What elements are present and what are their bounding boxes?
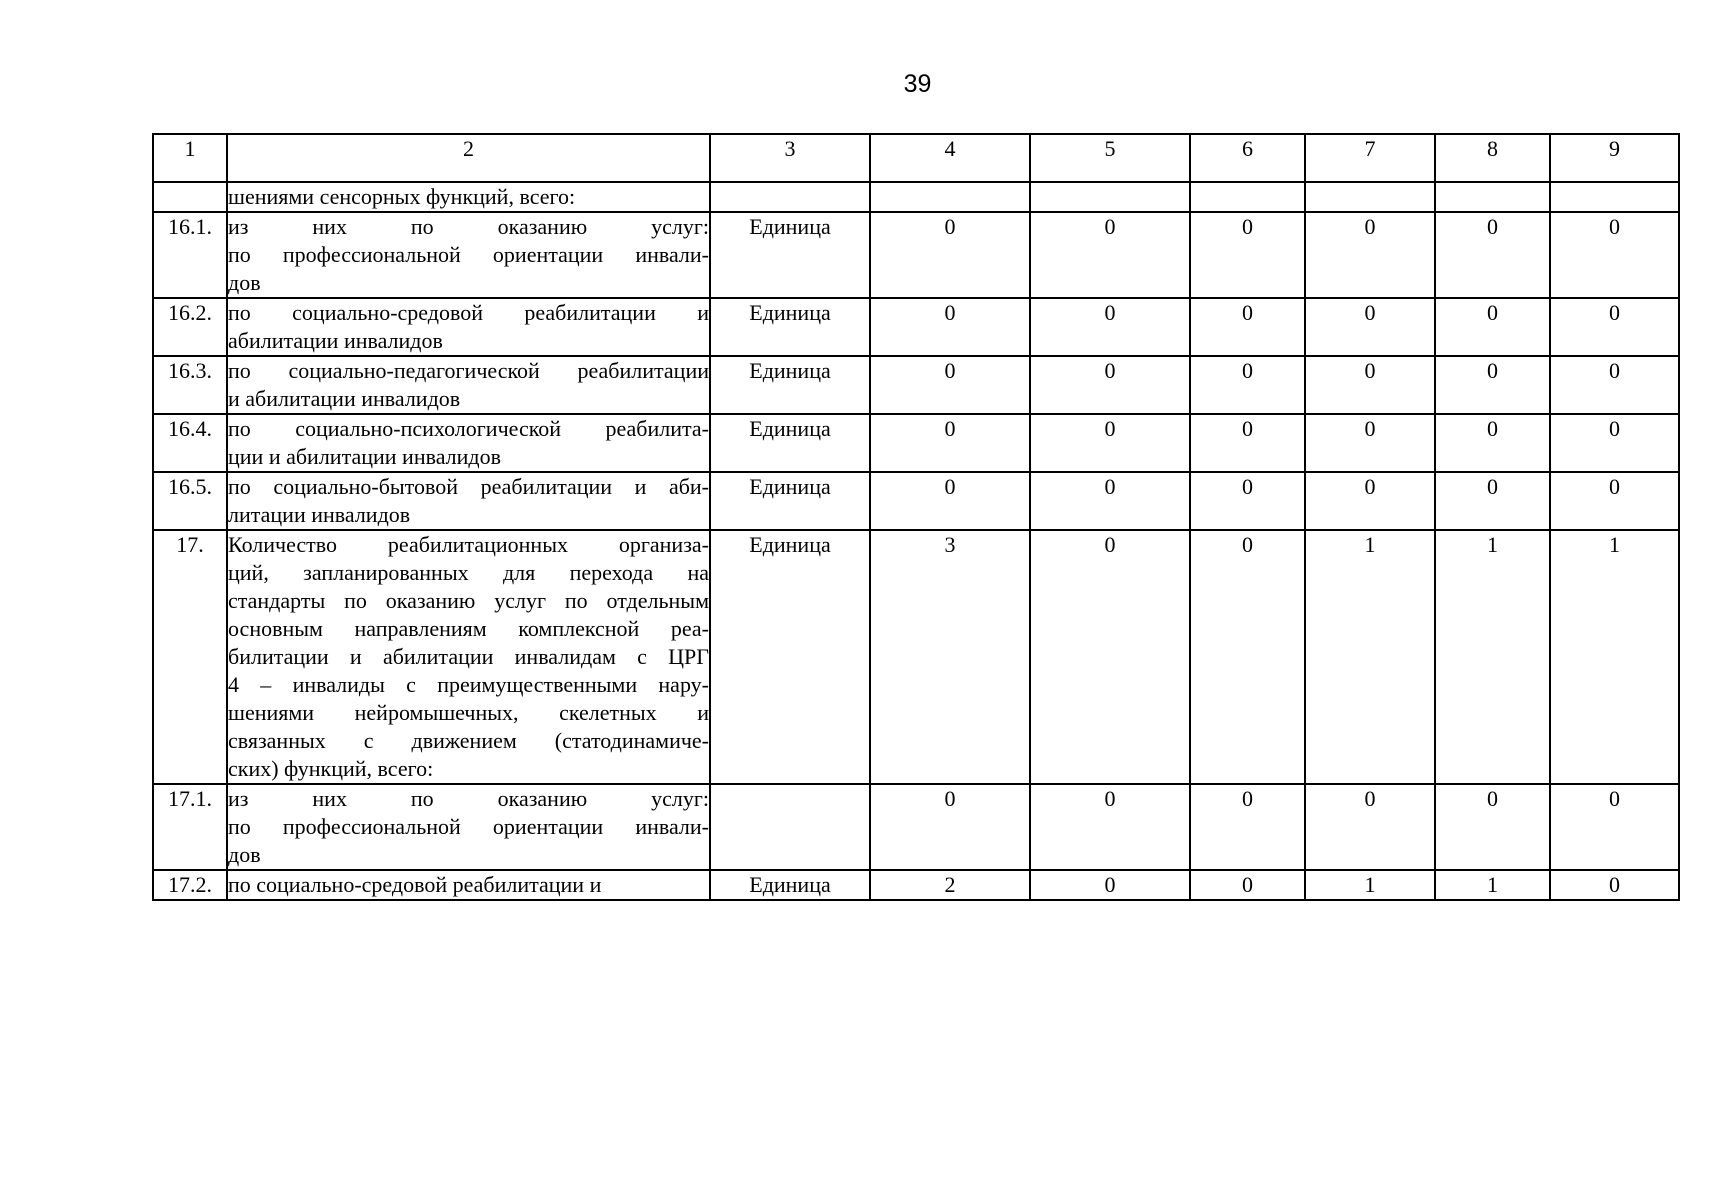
row-value: 0 — [1305, 212, 1435, 298]
description-line: ции и абилитации инвалидов — [228, 444, 501, 469]
table-row — [153, 870, 1679, 900]
row-value: 1 — [1435, 870, 1550, 900]
row-value: 1 — [1435, 530, 1550, 784]
row-description — [227, 472, 710, 530]
row-unit — [710, 182, 870, 212]
description-line: 4 – инвалиды с преимущественными нару- — [228, 672, 709, 697]
description-line: по профессиональной ориентации инвали- — [228, 242, 709, 267]
description-line: по профессиональной ориентации инвали- — [228, 814, 709, 839]
column-header: 8 — [1435, 134, 1550, 182]
row-number: 17.2. — [153, 870, 227, 900]
description-line: основным направлениям комплексной реа- — [228, 616, 709, 641]
row-value: 0 — [1550, 870, 1679, 900]
row-value: 0 — [1435, 298, 1550, 356]
row-value: 0 — [870, 784, 1030, 870]
column-header: 3 — [710, 134, 870, 182]
row-unit: Единица — [710, 530, 870, 784]
row-description — [227, 530, 710, 784]
row-value: 0 — [1435, 414, 1550, 472]
table-row — [153, 530, 1679, 784]
row-value: 0 — [1030, 472, 1190, 530]
table-row — [153, 356, 1679, 414]
row-value: 0 — [1030, 356, 1190, 414]
description-line: из них по оказанию услуг: — [228, 786, 709, 811]
row-value: 0 — [1305, 414, 1435, 472]
description-line: связанных с движением (статодинамиче- — [228, 728, 709, 753]
description-line: по социально-средовой реабилитации и — [228, 872, 602, 897]
table-row — [153, 182, 1679, 212]
row-value: 0 — [1190, 212, 1305, 298]
row-description — [227, 356, 710, 414]
description-line: Количество реабилитационных организа- — [228, 532, 709, 557]
row-value — [1435, 182, 1550, 212]
row-description — [227, 414, 710, 472]
row-description — [227, 784, 710, 870]
row-value — [1190, 182, 1305, 212]
row-number: 17.1. — [153, 784, 227, 870]
page-number: 39 — [903, 70, 932, 98]
row-value: 2 — [870, 870, 1030, 900]
table-body — [153, 182, 1679, 900]
row-value: 0 — [1030, 212, 1190, 298]
row-number: 16.3. — [153, 356, 227, 414]
row-value: 0 — [1550, 212, 1679, 298]
row-value: 0 — [870, 212, 1030, 298]
row-value: 0 — [1030, 870, 1190, 900]
row-value: 0 — [870, 298, 1030, 356]
row-value: 0 — [1190, 472, 1305, 530]
row-value: 0 — [870, 472, 1030, 530]
row-value: 0 — [1030, 414, 1190, 472]
row-description — [227, 182, 710, 212]
row-value: 0 — [1435, 472, 1550, 530]
row-description — [227, 212, 710, 298]
row-unit: Единица — [710, 212, 870, 298]
description-line: шениями нейромышечных, скелетных и — [228, 700, 709, 725]
row-value: 1 — [1305, 530, 1435, 784]
row-number: 16.4. — [153, 414, 227, 472]
row-number — [153, 182, 227, 212]
row-value: 0 — [1550, 472, 1679, 530]
description-line: по социально-педагогической реабилитации — [228, 358, 709, 383]
description-line: ций, запланированных для перехода на — [228, 560, 709, 585]
column-header: 4 — [870, 134, 1030, 182]
row-value: 0 — [1435, 356, 1550, 414]
description-line: абилитации инвалидов — [228, 328, 443, 353]
description-line: по социально-психологической реабилита- — [228, 416, 709, 441]
row-value: 0 — [1435, 212, 1550, 298]
row-number: 16.2. — [153, 298, 227, 356]
row-value: 0 — [1550, 784, 1679, 870]
description-line: ских) функций, всего: — [228, 756, 434, 781]
row-value: 0 — [1305, 298, 1435, 356]
row-unit: Единица — [710, 870, 870, 900]
row-value: 0 — [1190, 784, 1305, 870]
table-row — [153, 414, 1679, 472]
column-header: 1 — [153, 134, 227, 182]
row-value: 0 — [1190, 414, 1305, 472]
row-description — [227, 298, 710, 356]
row-value: 1 — [1550, 530, 1679, 784]
row-number: 17. — [153, 530, 227, 784]
column-header: 5 — [1030, 134, 1190, 182]
column-header: 7 — [1305, 134, 1435, 182]
description-line: дов — [228, 270, 261, 295]
row-value: 0 — [1190, 530, 1305, 784]
description-line: по социально-бытовой реабилитации и аби- — [228, 474, 709, 499]
table-row — [153, 298, 1679, 356]
row-value: 0 — [1030, 298, 1190, 356]
description-line: и абилитации инвалидов — [228, 386, 461, 411]
row-value — [1030, 182, 1190, 212]
row-unit: Единица — [710, 472, 870, 530]
row-unit: Единица — [710, 298, 870, 356]
table-header-row — [153, 134, 1679, 182]
row-value: 0 — [1305, 356, 1435, 414]
data-table — [152, 133, 1680, 901]
description-line: дов — [228, 842, 261, 867]
column-header: 2 — [227, 134, 710, 182]
row-value — [870, 182, 1030, 212]
row-description — [227, 870, 710, 900]
column-header: 9 — [1550, 134, 1679, 182]
row-value — [1550, 182, 1679, 212]
row-value: 0 — [870, 414, 1030, 472]
row-value: 0 — [870, 356, 1030, 414]
table-row — [153, 784, 1679, 870]
row-value — [1305, 182, 1435, 212]
description-line: по социально-средовой реабилитации и — [228, 300, 709, 325]
row-unit: Единица — [710, 356, 870, 414]
row-value: 0 — [1305, 784, 1435, 870]
row-number: 16.5. — [153, 472, 227, 530]
row-value: 0 — [1550, 356, 1679, 414]
row-number: 16.1. — [153, 212, 227, 298]
row-value: 0 — [1435, 784, 1550, 870]
row-value: 0 — [1030, 530, 1190, 784]
row-value: 0 — [1190, 356, 1305, 414]
row-value: 0 — [1550, 414, 1679, 472]
row-value: 0 — [1190, 870, 1305, 900]
row-unit — [710, 784, 870, 870]
description-line: билитации и абилитации инвалидам с ЦРГ — [228, 644, 709, 669]
row-value: 0 — [1305, 472, 1435, 530]
description-line: литации инвалидов — [228, 502, 411, 527]
description-line: из них по оказанию услуг: — [228, 214, 709, 239]
row-value: 0 — [1030, 784, 1190, 870]
row-value: 0 — [1190, 298, 1305, 356]
description-line: стандарты по оказанию услуг по отдельным — [228, 588, 709, 613]
column-header: 6 — [1190, 134, 1305, 182]
table-row — [153, 472, 1679, 530]
row-value: 1 — [1305, 870, 1435, 900]
row-unit: Единица — [710, 414, 870, 472]
row-value: 0 — [1550, 298, 1679, 356]
description-line: шениями сенсорных функций, всего: — [228, 184, 576, 209]
table-row — [153, 212, 1679, 298]
row-value: 3 — [870, 530, 1030, 784]
